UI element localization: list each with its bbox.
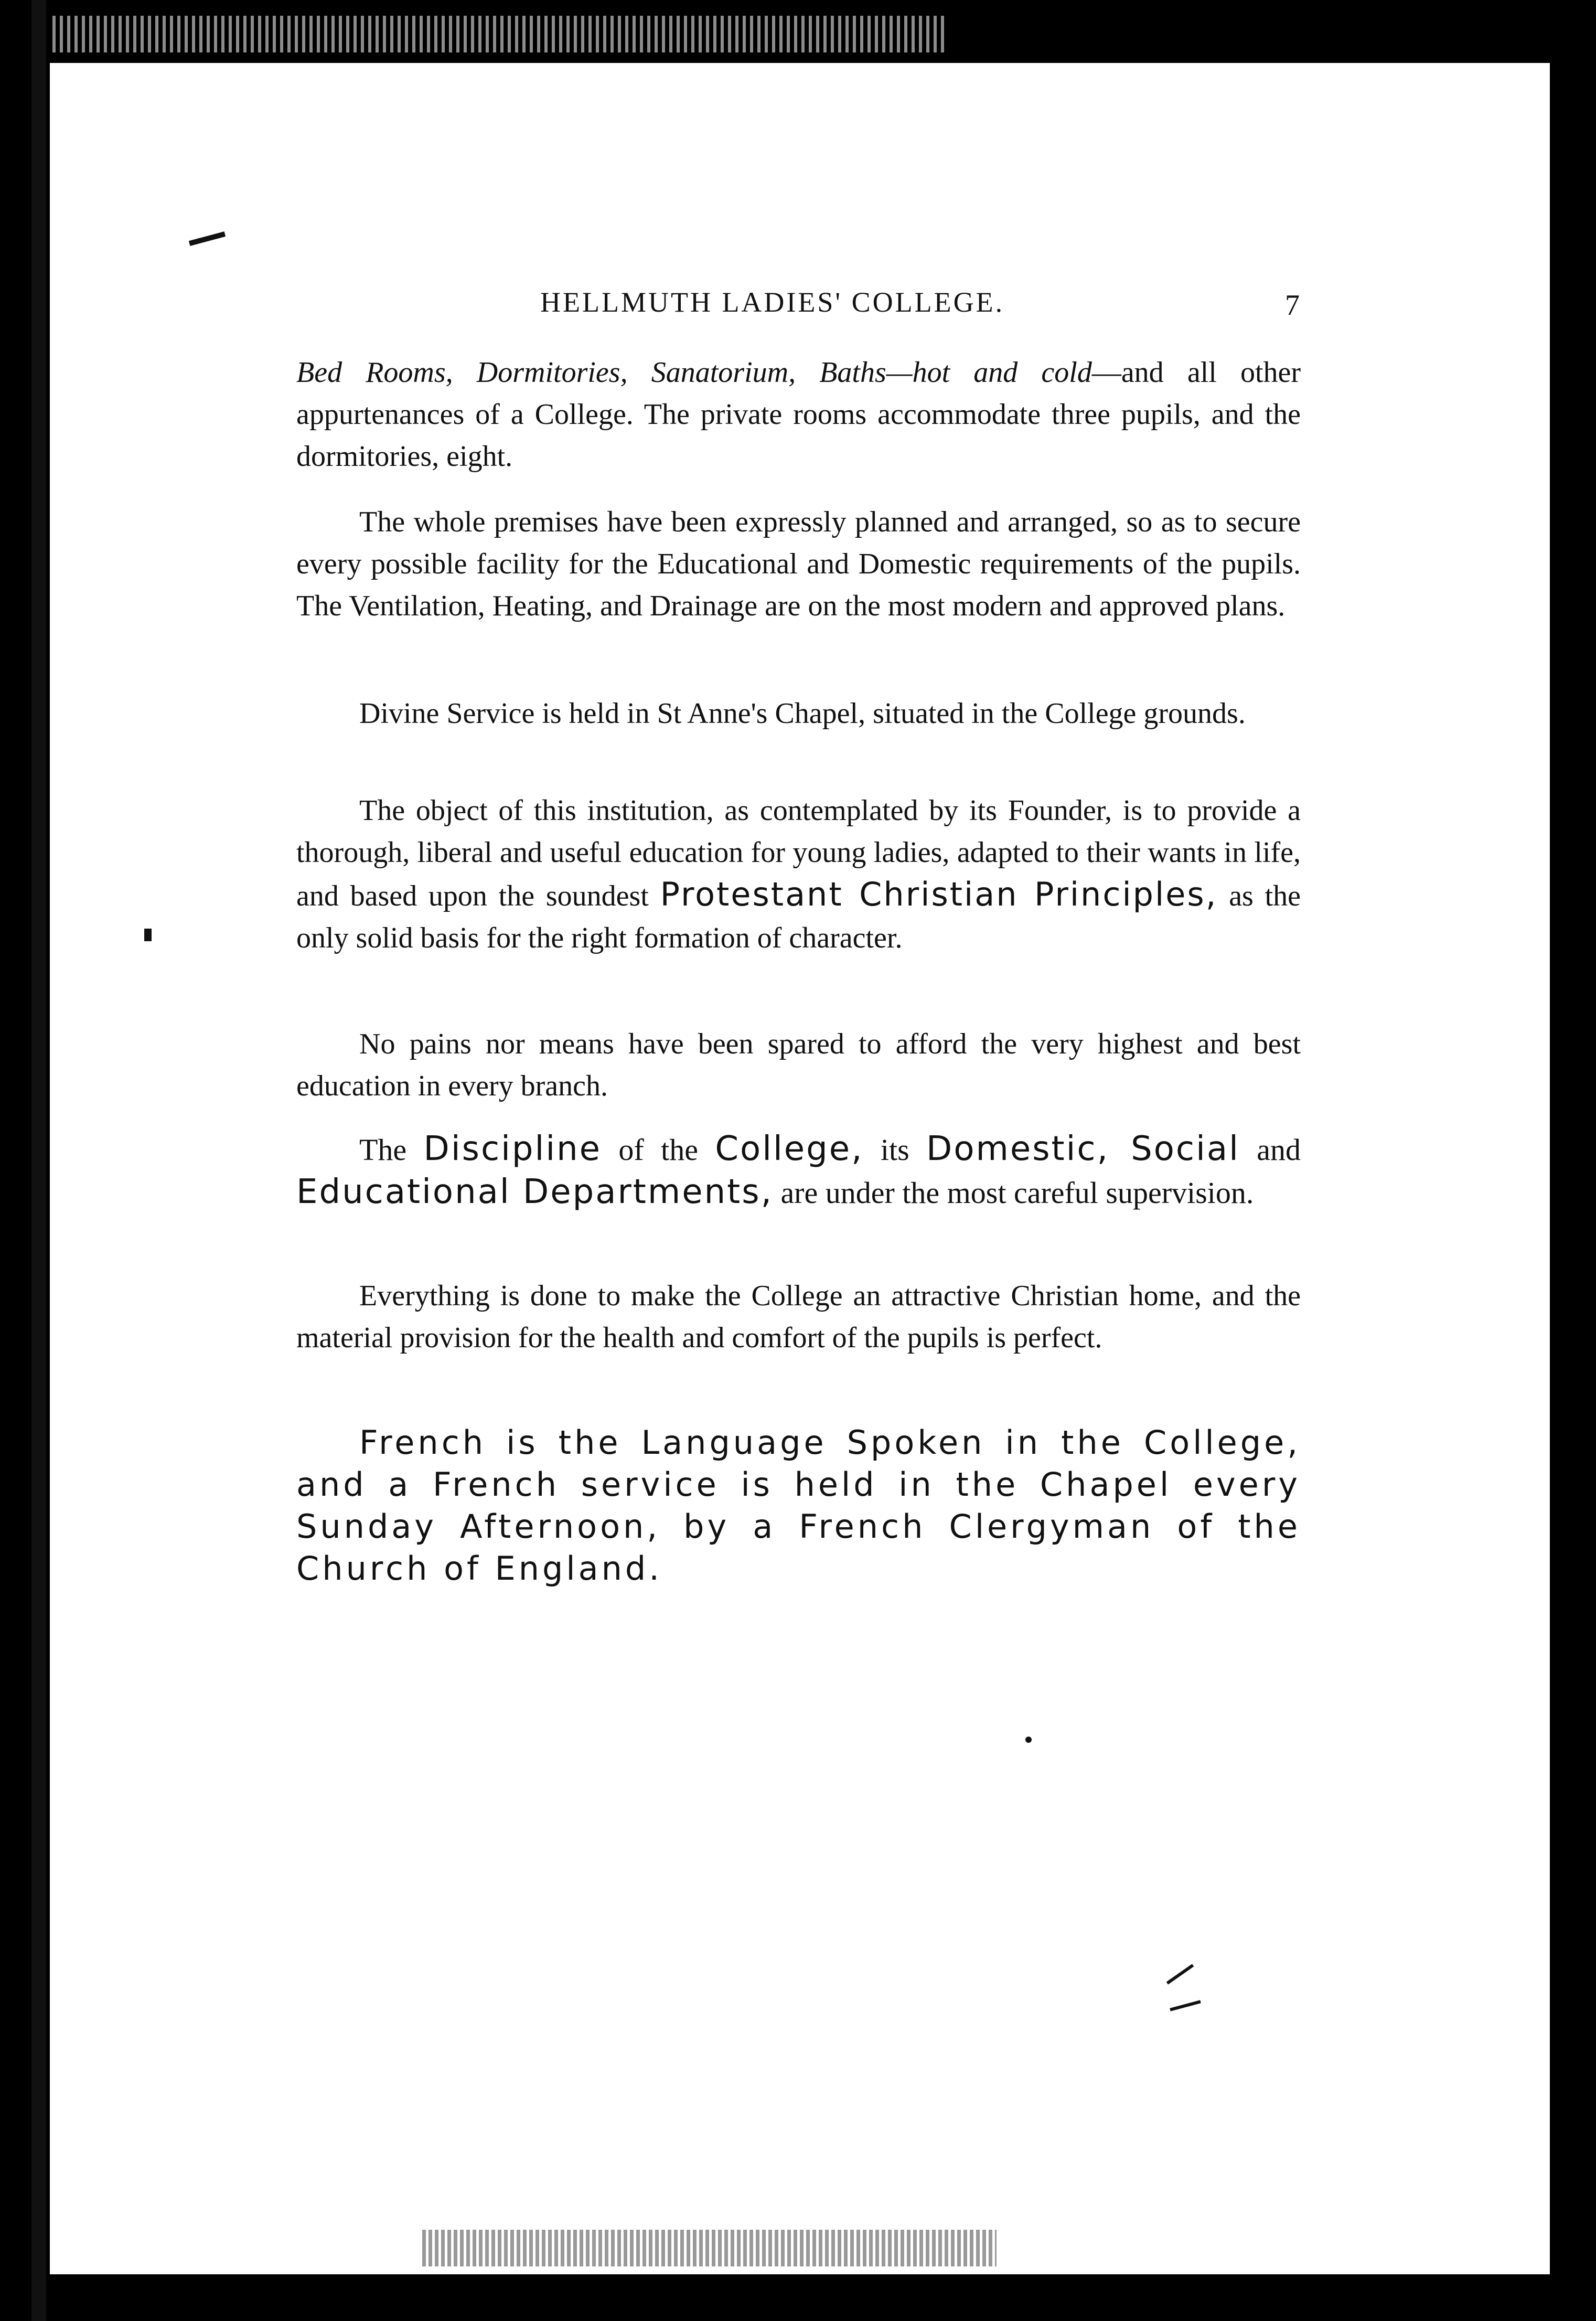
p1-text: —and all other appurtenances of a College. The private rooms accommodate three pupils, and the dormitories, eight. (296, 356, 1301, 473)
scan-top-noise (52, 16, 944, 52)
paragraph-5 (296, 1023, 1301, 1107)
p6-college: College, (715, 1130, 864, 1168)
scan-mark (1025, 1737, 1032, 1743)
paragraph-1 (296, 352, 1301, 477)
scan-mark (144, 929, 152, 941)
running-title: HELLMUTH LADIES' COLLEGE. (540, 286, 1005, 318)
p6-b: of the (618, 1133, 698, 1167)
scan-bottom-noise (420, 2230, 997, 2266)
paragraph-4 (296, 790, 1301, 959)
page-number: 7 (1285, 289, 1300, 322)
p1-italic: Bed Rooms, Dormitories, Sanatorium, Baths—hot and cold (296, 356, 1092, 389)
p4-text-a: The object of this institution, as contemplated by its Founder, is to provide a thorough, liberal and useful education for young ladies, adapted to their wants in life, and based upon the soundest (296, 794, 1301, 912)
p3-text: Divine Service is held in St Anne's Chapel, situated in the College grounds. (359, 697, 1246, 730)
p4-text-b: as the only solid basis for the right formation of character. (296, 880, 1301, 954)
paragraph-6 (296, 1128, 1301, 1214)
p2-text: The whole premises have been expressly planned and arranged, so as to secure every possible facility for the Educational and Domestic requirements of the pupils. The Ventilation, Heating, and Drainage are on the most modern and approved plans. (296, 506, 1301, 622)
p6-discipline: Discipline (423, 1130, 602, 1168)
paragraph-2 (296, 501, 1301, 627)
scan-left-edge (31, 0, 46, 2321)
p6-a: The (359, 1133, 407, 1167)
p6-f: are under the most careful supervision. (780, 1176, 1254, 1210)
p7-text: Everything is done to make the College an attractive Christian home, and the material provision for the health and comfort of the pupils is perfect. (296, 1280, 1301, 1354)
p6-educational-departments: Educational Departments, (296, 1173, 773, 1211)
p8-text: French is the Language Spoken in the College, and a French service is held in the Chapel every Sunday Afternoon, by a French Clergyman of the Church of England. (296, 1423, 1301, 1588)
p5-text: No pains nor means have been spared to afford the very highest and best education in every branch. (296, 1028, 1301, 1102)
p6-d: and (1257, 1133, 1301, 1167)
paragraph-7 (296, 1275, 1301, 1359)
paragraph-8 (296, 1422, 1301, 1590)
paragraph-3 (296, 693, 1301, 734)
p6-c: its (880, 1133, 909, 1167)
p6-domestic-social: Domestic, Social (926, 1130, 1240, 1168)
p4-emphasis: Protestant Christian Principles, (660, 875, 1218, 913)
